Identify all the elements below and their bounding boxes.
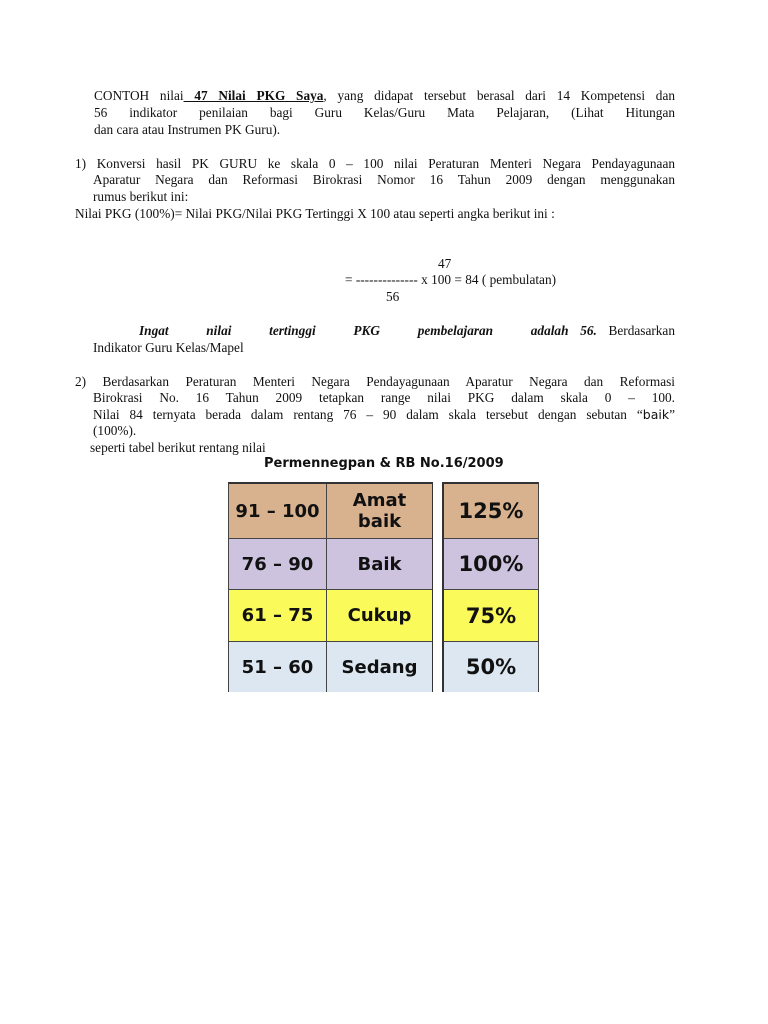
table-row-range xyxy=(229,539,327,590)
calc-numerator: 47 xyxy=(438,256,452,271)
label-text: Cukup xyxy=(347,605,412,626)
note-line-1 xyxy=(139,323,675,339)
table-row-label xyxy=(327,539,432,590)
section2-line-1: 2) Berdasarkan Peraturan Menteri Negara Pendayagunaan Aparatur Negara dan Reformasi xyxy=(75,374,675,389)
label-text: Amat baik xyxy=(352,490,407,532)
section2-word-baik: baik xyxy=(642,407,670,422)
table-row-percent xyxy=(444,484,538,539)
percent-table xyxy=(442,482,539,692)
range-text: 51 – 60 xyxy=(241,656,314,678)
range-text: 76 – 90 xyxy=(241,553,314,575)
calc-denominator: 56 xyxy=(386,289,400,304)
intro-line-1 xyxy=(94,88,675,104)
percent-text: 50% xyxy=(465,655,517,679)
section1-line-2: Aparatur Negara dan Reformasi Birokrasi Nomor 16 Tahun 2009 dengan menggunakan xyxy=(93,172,675,187)
note-line-2: Indikator Guru Kelas/Mapel xyxy=(93,340,244,355)
note-bold-num: 56. xyxy=(568,323,597,338)
label-text: Sedang xyxy=(341,656,418,678)
intro-highlight: 47 Nilai PKG Saya xyxy=(183,88,324,103)
table-row-label xyxy=(327,484,432,539)
range-text: 91 – 100 xyxy=(235,500,320,522)
section2-line-3 xyxy=(93,407,675,423)
table-row-percent xyxy=(444,539,538,590)
percent-text: 100% xyxy=(458,552,524,576)
section2-line-5: seperti tabel berikut rentang nilai xyxy=(90,440,266,455)
table-row-percent xyxy=(444,590,538,642)
table-row-label xyxy=(327,642,432,692)
label-text: Baik xyxy=(357,553,402,575)
section2-line3-a: Nilai 84 ternyata berada dalam rentang 76 – 90 dalam skala tersebut dengan sebutan “ xyxy=(93,407,643,422)
percent-text: 75% xyxy=(465,603,517,628)
note-italic: Ingat nilai tertinggi PKG pembelajaran adalah xyxy=(139,323,569,338)
table-row-range xyxy=(229,484,327,539)
range-table xyxy=(228,482,433,692)
calc-expression: = -------------- x 100 = 84 ( pembulatan) xyxy=(345,272,557,287)
section2-line3-b: ” xyxy=(669,407,675,422)
percent-text: 125% xyxy=(458,499,524,523)
table-title: Permennegpan & RB No.16/2009 xyxy=(264,456,504,471)
intro-line1-rest: , yang didapat tersebut berasal dari 14 Kompetensi dan xyxy=(323,88,675,103)
intro-prefix: CONTOH nilai xyxy=(94,88,184,103)
section2-line-4: (100%). xyxy=(93,423,137,438)
section1-line-3: rumus berikut ini: xyxy=(93,189,189,204)
table-row-range xyxy=(229,642,327,692)
table-row-label xyxy=(327,590,432,642)
intro-line-3: dan cara atau Instrumen PK Guru). xyxy=(94,122,281,137)
table-row-range xyxy=(229,590,327,642)
table-row-percent xyxy=(444,642,538,692)
section1-line-1: 1) Konversi hasil PK GURU ke skala 0 – 100 nilai Peraturan Menteri Negara Pendayagunaan xyxy=(75,156,675,171)
intro-line-2: 56 indikator penilaian bagi Guru Kelas/Guru Mata Pelajaran, (Lihat Hitungan xyxy=(94,105,675,120)
formula-line: Nilai PKG (100%)= Nilai PKG/Nilai PKG Tertinggi X 100 atau seperti angka berikut ini : xyxy=(75,206,555,221)
range-text: 61 – 75 xyxy=(241,605,314,626)
section2-line-2: Birokrasi No. 16 Tahun 2009 tetapkan range nilai PKG dalam skala 0 – 100. xyxy=(93,390,675,405)
note-rest: Berdasarkan xyxy=(596,323,675,338)
